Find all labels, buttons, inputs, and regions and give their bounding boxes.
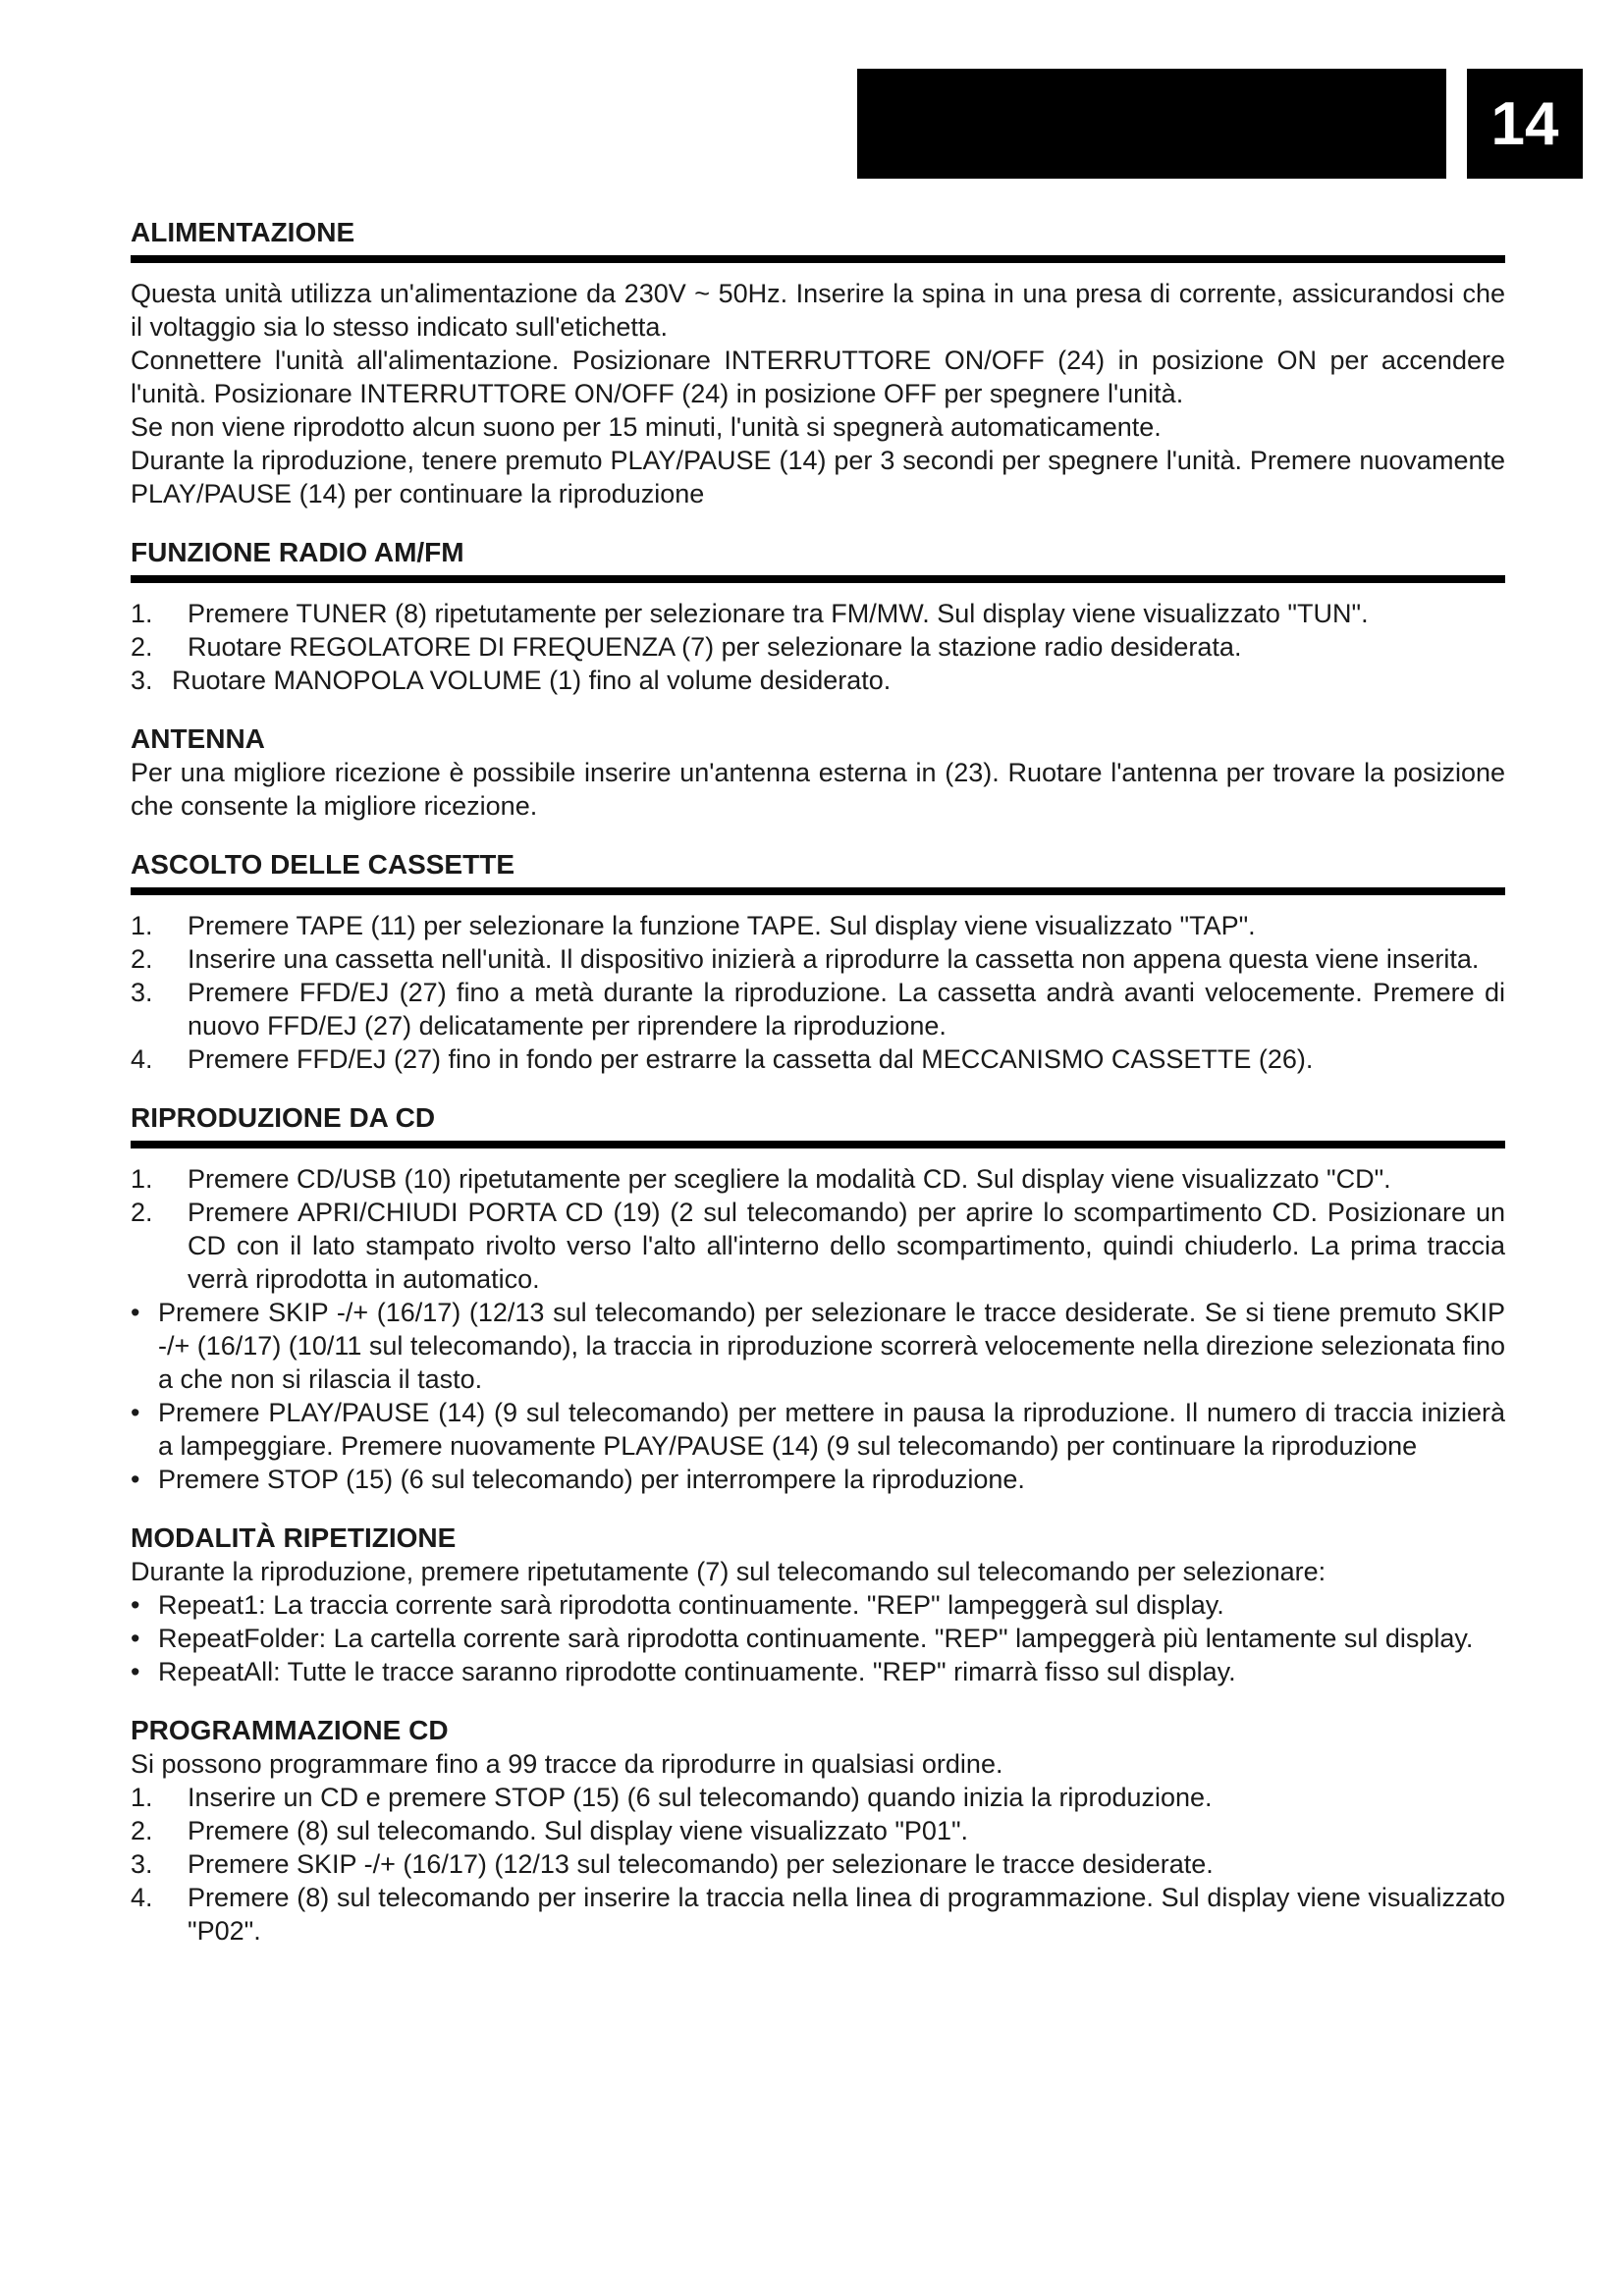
list-number: 2. [131,944,153,974]
list-item [131,630,1505,664]
list-text: Premere FFD/EJ (27) fino in fondo per estrarre la cassetta dal MECCANISMO CASSETTE (26). [188,1044,1314,1074]
list-number: 4. [131,1883,153,1912]
numbered-list [131,909,1505,1076]
bullet-text: RepeatAll: Tutte le tracce saranno riprodotte continuamente. "REP" rimarrà fisso sul display. [158,1657,1236,1686]
bullet-item [131,1396,1505,1463]
list-text: Premere APRI/CHIUDI PORTA CD (19) (2 sul telecomando) per aprire lo scompartimento CD. Posizionare un CD con il lato stampato rivolto verso l'alto all'interno dello scompartimento, quindi chiuderlo. La prima traccia verrà riprodotta in automatico. [188,1198,1505,1294]
section-rule [131,575,1505,583]
bullet-item [131,1622,1505,1655]
list-item [131,664,1505,697]
paragraph: Connettere l'unità all'alimentazione. Posizionare INTERRUTTORE ON/OFF (24) in posizione ON per accendere l'unità. Posizionare INTERRUTTORE ON/OFF (24) in posizione OFF per spegnere l'unità. [131,346,1505,408]
list-item [131,1781,1505,1814]
list-text: Ruotare REGOLATORE DI FREQUENZA (7) per selezionare la stazione radio desiderata. [188,632,1242,662]
list-text: Inserire un CD e premere STOP (15) (6 sul telecomando) quando inizia la riproduzione. [188,1783,1213,1812]
section-title: FUNZIONE RADIO AM/FM [131,537,464,567]
bullet-item [131,1655,1505,1688]
bullet-text: Premere PLAY/PAUSE (14) (9 sul telecomando) per mettere in pausa la riproduzione. Il numero di traccia inizierà a lampeggiare. Premere nuovamente PLAY/PAUSE (14) (9 sul telecomando) per continuare la riproduzione [158,1398,1505,1461]
section-program [131,1714,1505,1948]
section-title: ASCOLTO DELLE CASSETTE [131,849,514,880]
bullet-icon: • [131,1465,140,1494]
list-number: 2. [131,632,153,662]
list-number: 3. [131,666,153,695]
list-number: 4. [131,1044,153,1074]
bullet-icon: • [131,1590,140,1620]
page-content [131,216,1505,1973]
section-rule [131,255,1505,263]
numbered-list [131,1162,1505,1296]
bullet-text: Repeat1: La traccia corrente sarà riprodotta continuamente. "REP" lampeggerà sul display. [158,1590,1224,1620]
list-item [131,976,1505,1042]
bullet-icon: • [131,1398,140,1427]
list-text: Premere SKIP -/+ (16/17) (12/13 sul telecomando) per selezionare le tracce desiderate. [188,1849,1214,1879]
section-rule [131,887,1505,895]
list-item [131,1196,1505,1296]
paragraph: Questa unità utilizza un'alimentazione da 230V ~ 50Hz. Inserire la spina in una presa di corrente, assicurandosi che il voltaggio sia lo stesso indicato sull'etichetta. [131,279,1505,342]
list-number: 3. [131,1849,153,1879]
list-text: Premere (8) sul telecomando. Sul display viene visualizzato "P01". [188,1816,969,1845]
list-item [131,1814,1505,1847]
section-repeat [131,1522,1505,1688]
bullet-text: Premere SKIP -/+ (16/17) (12/13 sul telecomando) per selezionare le tracce desiderate. Se si tiene premuto SKIP -/+ (16/17) (10/11 sul telecomando), la traccia in riproduzione scorrerà velocemente nella direzione selezionata fino a che non si rilascia il tasto. [158,1298,1505,1394]
list-item [131,1162,1505,1196]
subsection-title: PROGRAMMAZIONE CD [131,1715,449,1745]
list-item [131,1847,1505,1881]
section-radio [131,536,1505,697]
bullet-item [131,1296,1505,1396]
list-text: Inserire una cassetta nell'unità. Il dispositivo inizierà a riprodurre la cassetta non appena questa viene inserita. [188,944,1480,974]
list-text: Premere TUNER (8) ripetutamente per selezionare tra FM/MW. Sul display viene visualizzato "TUN". [188,599,1369,628]
list-number: 1. [131,1783,153,1812]
list-number: 1. [131,1164,153,1194]
bullet-list [131,1296,1505,1496]
section-rule [131,1141,1505,1148]
list-item [131,942,1505,976]
list-number: 2. [131,1198,153,1227]
list-number: 1. [131,911,153,940]
subsection-title: ANTENNA [131,723,265,754]
subsection-title: MODALITÀ RIPETIZIONE [131,1522,457,1553]
bullet-item [131,1463,1505,1496]
bullet-icon: • [131,1657,140,1686]
section-title: ALIMENTAZIONE [131,217,355,247]
list-text: Premere TAPE (11) per selezionare la funzione TAPE. Sul display viene visualizzato "TAP". [188,911,1256,940]
bullet-icon: • [131,1624,140,1653]
bullet-icon: • [131,1298,140,1327]
list-number: 3. [131,978,153,1007]
bullet-text: RepeatFolder: La cartella corrente sarà riprodotta continuamente. "REP" lampeggerà più lentamente sul display. [158,1624,1474,1653]
list-item [131,909,1505,942]
paragraph: Se non viene riprodotto alcun suono per 15 minuti, l'unità si spegnerà automaticamente. [131,412,1162,442]
list-item [131,1042,1505,1076]
bullet-item [131,1588,1505,1622]
list-text: Premere CD/USB (10) ripetutamente per scegliere la modalità CD. Sul display viene visualizzato "CD". [188,1164,1391,1194]
numbered-list [131,1781,1505,1948]
list-item [131,597,1505,630]
list-text: Premere FFD/EJ (27) fino a metà durante la riproduzione. La cassetta andrà avanti velocemente. Premere di nuovo FFD/EJ (27) delicatamente per riprendere la riproduzione. [188,978,1505,1041]
list-item [131,1881,1505,1948]
section-title: RIPRODUZIONE DA CD [131,1102,436,1133]
bullet-list [131,1588,1505,1688]
list-text: Ruotare MANOPOLA VOLUME (1) fino al volume desiderato. [172,666,892,695]
list-text: Premere (8) sul telecomando per inserire la traccia nella linea di programmazione. Sul display viene visualizzato "P02". [188,1883,1505,1946]
section-alimentazione [131,216,1505,510]
bullet-text: Premere STOP (15) (6 sul telecomando) per interrompere la riproduzione. [158,1465,1025,1494]
page-number: 14 [1467,69,1583,179]
paragraph: Per una migliore ricezione è possibile inserire un'antenna esterna in (23). Ruotare l'antenna per trovare la posizione che consente la migliore ricezione. [131,758,1505,821]
paragraph: Si possono programmare fino a 99 tracce da riprodurre in qualsiasi ordine. [131,1749,1003,1779]
paragraph: Durante la riproduzione, tenere premuto PLAY/PAUSE (14) per 3 secondi per spegnere l'unità. Premere nuovamente PLAY/PAUSE (14) per continuare la riproduzione [131,446,1505,508]
section-antenna [131,722,1505,823]
section-cassette [131,848,1505,1076]
section-cd [131,1101,1505,1496]
header-bar [857,69,1446,179]
paragraph: Durante la riproduzione, premere ripetutamente (7) sul telecomando sul telecomando per selezionare: [131,1557,1326,1586]
list-number: 2. [131,1816,153,1845]
list-number: 1. [131,599,153,628]
numbered-list [131,597,1505,697]
